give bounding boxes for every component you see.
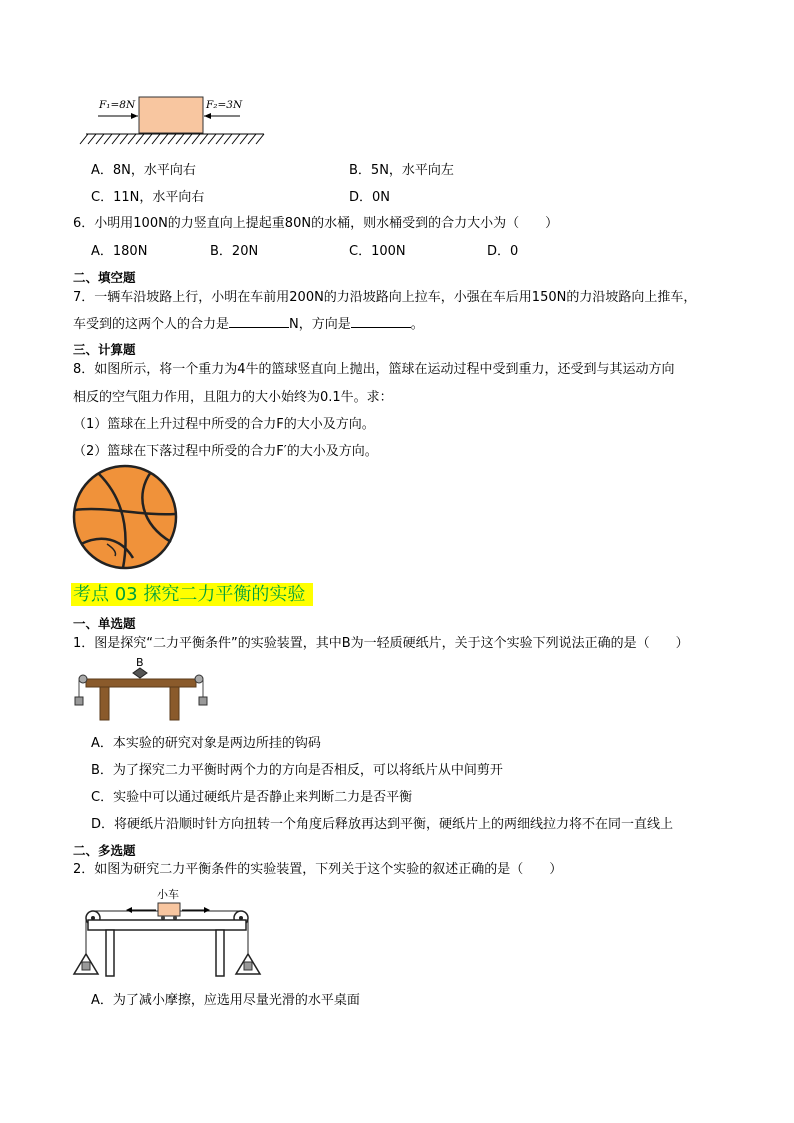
section-fill-heading: 二、填空题 xyxy=(73,270,136,285)
p2-stem: 2．如图为研究二力平衡条件的实验装置，下列关于这个实验的叙述正确的是（ ） xyxy=(73,862,563,877)
q7-text-a: 车受到的这两个人的合力是 xyxy=(73,317,230,332)
p1-option-c[interactable]: C．实验中可以通过硬纸片是否静止来判断二力是否平衡 xyxy=(91,790,413,805)
q7-blank-1[interactable] xyxy=(229,315,289,328)
fig-label-b: B xyxy=(136,656,144,669)
topic-heading xyxy=(71,580,313,606)
q5-option-a[interactable]: A．8N，水平向右 xyxy=(91,163,196,178)
q7-text-b: N，方向是 xyxy=(289,317,351,332)
f2-label: F₂=3N xyxy=(206,99,243,111)
q8-line1: 8．如图所示，将一个重力为4牛的篮球竖直向上抛出，篮球在运动过程中受到重力，还受到与其运动方向 xyxy=(73,362,675,377)
basketball-image xyxy=(71,464,181,574)
q7-line2 xyxy=(73,313,424,332)
q8-sub2: （2）篮球在下落过程中所受的合力F′的大小及方向。 xyxy=(73,444,378,459)
q6-stem: 6．小明用100N的力竖直向上提起重80N的水桶，则水桶受到的合力大小为（ ） xyxy=(73,216,559,231)
q8-line2: 相反的空气阻力作用，且阻力的大小始终为0.1牛。求： xyxy=(73,390,393,405)
q6-option-b[interactable]: B．20N xyxy=(210,244,259,259)
force-diagram xyxy=(0,0,794,160)
q7-blank-2[interactable] xyxy=(351,315,411,328)
q5-option-c[interactable]: C．11N，水平向右 xyxy=(91,190,205,205)
f1-label: F₁=8N xyxy=(99,99,136,111)
q6-option-c[interactable]: C．100N xyxy=(349,244,406,259)
q6-option-a[interactable]: A．180N xyxy=(91,244,148,259)
fig-label-cart: 小车 xyxy=(157,888,179,901)
p1-stem: 1．图是探究“二力平衡条件”的实验装置，其中B为一轻质硬纸片，关于这个实验下列说法正确的是（ ） xyxy=(73,636,689,651)
p1-option-b[interactable]: B．为了探究二力平衡时两个力的方向是否相反，可以将纸片从中间剪开 xyxy=(91,763,503,778)
section-single-heading: 一、单选题 xyxy=(73,616,136,631)
p1-option-a[interactable]: A．本实验的研究对象是两边所挂的钩码 xyxy=(91,736,321,751)
q7-line1: 7．一辆车沿坡路上行，小明在车前用200N的力沿坡路向上拉车，小强在车后用150N的力沿坡路向上推车， xyxy=(73,290,697,305)
p2-option-a[interactable]: A．为了减小摩擦，应选用尽量光滑的水平桌面 xyxy=(91,993,360,1008)
q5-option-b[interactable]: B．5N，水平向左 xyxy=(349,163,454,178)
q5-option-d[interactable]: D．0N xyxy=(349,190,391,205)
q7-text-c: 。 xyxy=(410,317,424,332)
section-multi-heading: 二、多选题 xyxy=(73,843,136,858)
section-calc-heading: 三、计算题 xyxy=(73,342,136,357)
topic-heading-text: 考点 03 探究二力平衡的实验 xyxy=(71,583,313,606)
p1-option-d[interactable]: D．将硬纸片沿顺时针方向扭转一个角度后释放再达到平衡，硬纸片上的两细线拉力将不在同一直线上 xyxy=(91,817,674,832)
q6-option-d[interactable]: D．0 xyxy=(487,244,519,259)
q8-sub1: （1）篮球在上升过程中所受的合力F的大小及方向。 xyxy=(73,417,375,432)
